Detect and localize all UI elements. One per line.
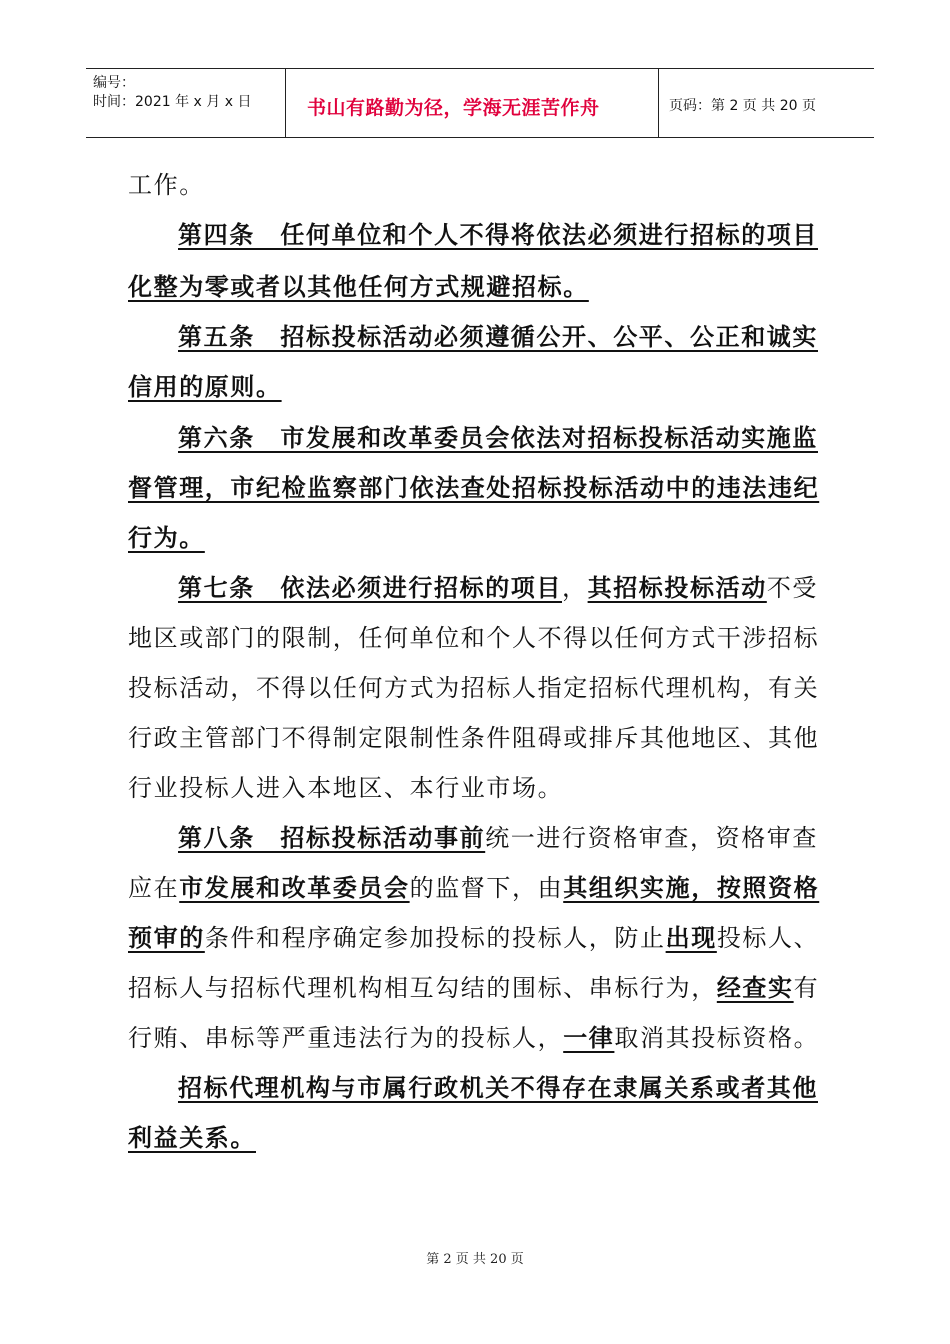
text-run: 第四条 任何单位和个人不得将依法必须进行招标的项目 [178, 220, 818, 249]
text-run: 招标人与招标代理机构相互勾结的围标、串标行为， [128, 974, 717, 1002]
text-run: 条件和程序确定参加投标的投标人，防止 [204, 924, 666, 952]
text-run: 一律 [563, 1023, 615, 1052]
text-run: 第六条 市发展和改革委员会依法对招标投标活动实施监 [178, 423, 818, 452]
header-motto-cell [285, 69, 659, 137]
text-run: 行贿、串标等严重违法行为的投标人， [128, 1024, 564, 1052]
text-run: 投标人、 [716, 924, 820, 952]
text-run: 利益关系。 [128, 1123, 256, 1152]
article-8-line-3 [128, 918, 819, 958]
text-run: 预审的 [128, 923, 205, 952]
body-line [128, 165, 205, 205]
text-run: 市发展和改革委员会 [179, 873, 410, 902]
text-run: 有 [793, 974, 820, 1002]
text-run: 第五条 招标投标活动必须遵循公开、公平、公正和诚实 [178, 322, 818, 351]
page-footer: 第 2 页 共 20 页 [426, 1252, 524, 1267]
text-run: ， [562, 574, 588, 602]
article-7-line-4 [128, 718, 819, 758]
text-run: 化整为零或者以其他任何方式规避招标。 [128, 272, 589, 301]
header-motto: 书山有路勤为径，学海无涯苦作舟 [307, 97, 600, 119]
article-4-line-2 [128, 267, 589, 307]
header-meta-cell [86, 69, 286, 137]
page-header [86, 68, 874, 138]
article-8-line-4 [128, 968, 819, 1008]
text-run: 出现 [665, 923, 717, 952]
article-8-line-5 [128, 1018, 819, 1058]
text-run: 行政主管部门不得制定限制性条件阻碍或排斥其他地区、其他 [128, 724, 820, 752]
article-8-line-2 [128, 868, 819, 908]
article-8-line-1 [178, 818, 818, 858]
text-run: 督管理，市纪检监察部门依法查处招标投标活动中的违法违纪 [128, 473, 820, 502]
article-5-line-2 [128, 367, 282, 407]
text-run: 不受 [766, 574, 819, 602]
article-7-line-1 [178, 568, 818, 608]
agency-clause-line-2 [128, 1118, 256, 1158]
document-date-label: 时间：2021 年 x 月 x 日 [93, 94, 252, 110]
text-run: 行业投标人进入本地区、本行业市场。 [128, 774, 564, 802]
text-run: 第七条 依法必须进行招标的项目 [178, 573, 562, 602]
text-run: 其招标投标活动 [587, 573, 767, 602]
document-number-label: 编号： [93, 75, 135, 91]
text-run: 应在 [128, 874, 180, 902]
text-run: 投标活动，不得以任何方式为招标人指定招标代理机构，有关 [128, 674, 820, 702]
text-run: 第八条 招标投标活动事前 [178, 823, 486, 852]
text-run: 的监督下，由 [409, 874, 564, 902]
text-run: 地区或部门的限制，任何单位和个人不得以任何方式干涉招标 [128, 624, 820, 652]
article-7-line-5 [128, 768, 563, 808]
header-page-cell [660, 69, 874, 137]
article-6-line-2 [128, 468, 819, 508]
agency-clause-line-1 [178, 1068, 818, 1108]
text-run: 工作。 [128, 171, 205, 199]
article-6-line-3 [128, 518, 205, 558]
text-run: 其组织实施，按照资格 [563, 873, 820, 902]
article-4-line-1 [178, 215, 818, 255]
article-7-line-3 [128, 668, 819, 708]
text-run: 信用的原则。 [128, 372, 282, 401]
text-run: 统一进行资格审查，资格审查 [485, 824, 819, 852]
text-run: 行为。 [128, 523, 205, 552]
header-page-number: 页码：第 2 页 共 20 页 [669, 98, 816, 114]
article-5-line-1 [178, 317, 818, 357]
article-7-line-2 [128, 618, 819, 658]
text-run: 经查实 [716, 973, 794, 1002]
article-6-line-1 [178, 418, 818, 458]
text-run: 招标代理机构与市属行政机关不得存在隶属关系或者其他 [178, 1073, 818, 1102]
text-run: 取消其投标资格。 [614, 1024, 820, 1052]
